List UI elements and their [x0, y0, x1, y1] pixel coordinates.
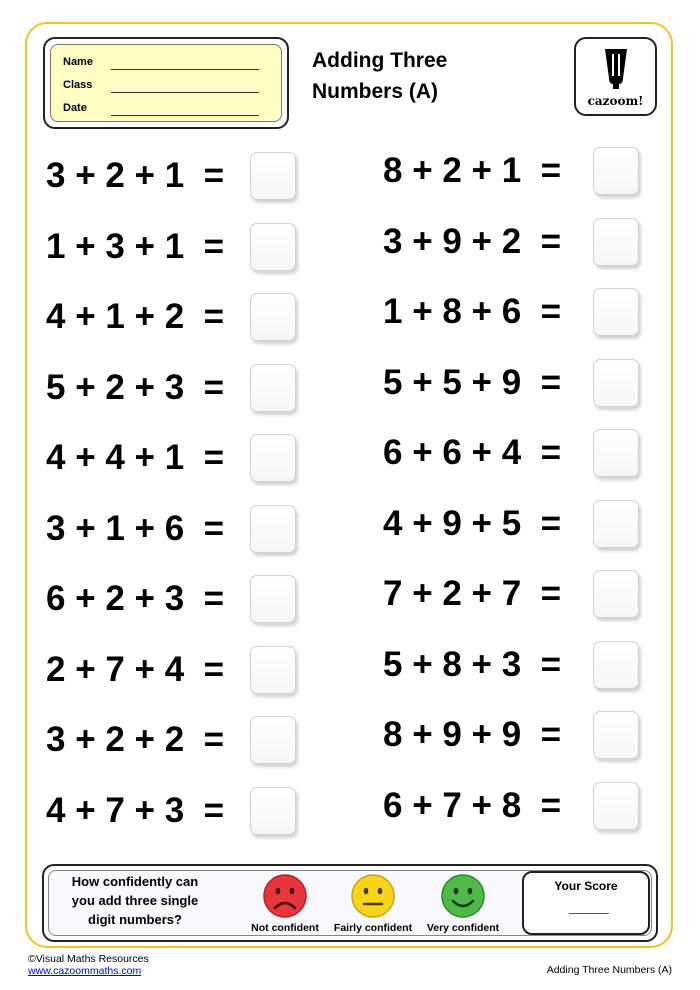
page-title — [312, 45, 447, 107]
question-row — [383, 429, 643, 481]
answer-box[interactable] — [250, 364, 296, 412]
question-expression: 3 + 2 + 1 = — [46, 156, 225, 195]
question-expression: 5 + 2 + 3 = — [46, 367, 225, 407]
question-expression: 6 + 7 + 8 = — [383, 785, 562, 825]
question-row — [46, 716, 300, 768]
question-row — [46, 364, 300, 416]
footer-left — [28, 953, 149, 977]
question-expression: 5 + 5 + 9 = — [383, 362, 562, 402]
question-expression: 3 + 1 + 6 = — [46, 508, 225, 548]
student-info-box — [43, 37, 289, 129]
question-row — [46, 505, 300, 557]
question-row — [46, 152, 300, 204]
question-row — [46, 787, 300, 839]
class-field[interactable] — [111, 92, 259, 93]
question-expression: 4 + 1 + 2 = — [46, 297, 225, 336]
score-line — [569, 913, 609, 914]
fairly-confident-label: Fairly confident — [333, 922, 413, 934]
question-row — [46, 293, 300, 345]
footer-title: Adding Three Numbers (A) — [546, 964, 672, 976]
question-expression: 4 + 4 + 1 = — [46, 438, 225, 477]
website-link[interactable]: www.cazoommaths.com — [28, 965, 142, 977]
date-field[interactable] — [111, 115, 259, 116]
name-field[interactable] — [111, 69, 259, 70]
confidence-question: How confidently can you add three single digit numbers? — [71, 874, 199, 927]
question-row — [383, 147, 643, 199]
answer-box[interactable] — [593, 782, 639, 830]
answer-box[interactable] — [250, 152, 296, 200]
name-label: Name — [63, 56, 93, 68]
answer-box[interactable] — [250, 646, 296, 694]
title-line-1: Adding Three — [312, 49, 448, 72]
question-row — [46, 434, 300, 486]
question-row — [46, 575, 300, 627]
answer-box[interactable] — [250, 434, 296, 482]
not-confident-label: Not confident — [251, 922, 319, 934]
question-row — [46, 646, 300, 698]
answer-box[interactable] — [250, 716, 296, 764]
question-expression: 2 + 7 + 4 = — [46, 649, 225, 689]
answer-box[interactable] — [593, 218, 639, 266]
answer-box[interactable] — [250, 787, 296, 835]
question-expression: 3 + 2 + 2 = — [46, 720, 225, 759]
question-expression: 1 + 3 + 1 = — [46, 226, 225, 266]
cazoom-logo — [574, 37, 657, 116]
answer-box[interactable] — [593, 711, 639, 759]
answer-box[interactable] — [593, 570, 639, 618]
answer-box[interactable] — [593, 500, 639, 548]
question-expression: 8 + 2 + 1 = — [383, 151, 562, 190]
sad-face-icon[interactable] — [262, 873, 308, 919]
glass-icon — [604, 48, 628, 92]
question-row — [383, 782, 643, 834]
answer-box[interactable] — [250, 223, 296, 271]
copyright-text: ©Visual Maths Resources — [28, 953, 149, 965]
question-expression: 6 + 6 + 4 = — [383, 433, 562, 472]
neutral-face-icon[interactable] — [350, 873, 396, 919]
answer-box[interactable] — [593, 641, 639, 689]
score-label: Your Score — [554, 879, 618, 893]
question-row — [383, 711, 643, 763]
question-expression: 7 + 2 + 7 = — [383, 574, 562, 613]
answer-box[interactable] — [250, 575, 296, 623]
question-row — [383, 570, 643, 622]
answer-box[interactable] — [250, 293, 296, 341]
question-expression: 4 + 7 + 3 = — [46, 790, 225, 830]
answer-box[interactable] — [250, 505, 296, 553]
question-row — [383, 359, 643, 411]
question-row — [383, 641, 643, 693]
title-line-2: Numbers (A) — [312, 80, 439, 103]
question-row — [383, 500, 643, 552]
question-row — [383, 288, 643, 340]
question-row — [46, 223, 300, 275]
question-expression: 1 + 8 + 6 = — [383, 292, 562, 331]
date-label: Date — [63, 102, 87, 114]
class-label: Class — [63, 79, 93, 91]
question-expression: 3 + 9 + 2 = — [383, 221, 562, 261]
very-confident-label: Very confident — [426, 922, 500, 934]
question-expression: 4 + 9 + 5 = — [383, 503, 562, 543]
answer-box[interactable] — [593, 147, 639, 195]
question-row — [383, 218, 643, 270]
answer-box[interactable] — [593, 288, 639, 336]
answer-box[interactable] — [593, 359, 639, 407]
logo-text: cazoom! — [587, 94, 644, 108]
happy-face-icon[interactable] — [440, 873, 486, 919]
question-expression: 5 + 8 + 3 = — [383, 644, 562, 684]
question-expression: 8 + 9 + 9 = — [383, 715, 562, 754]
answer-box[interactable] — [593, 429, 639, 477]
question-expression: 6 + 2 + 3 = — [46, 579, 225, 618]
score-box[interactable] — [522, 871, 650, 935]
